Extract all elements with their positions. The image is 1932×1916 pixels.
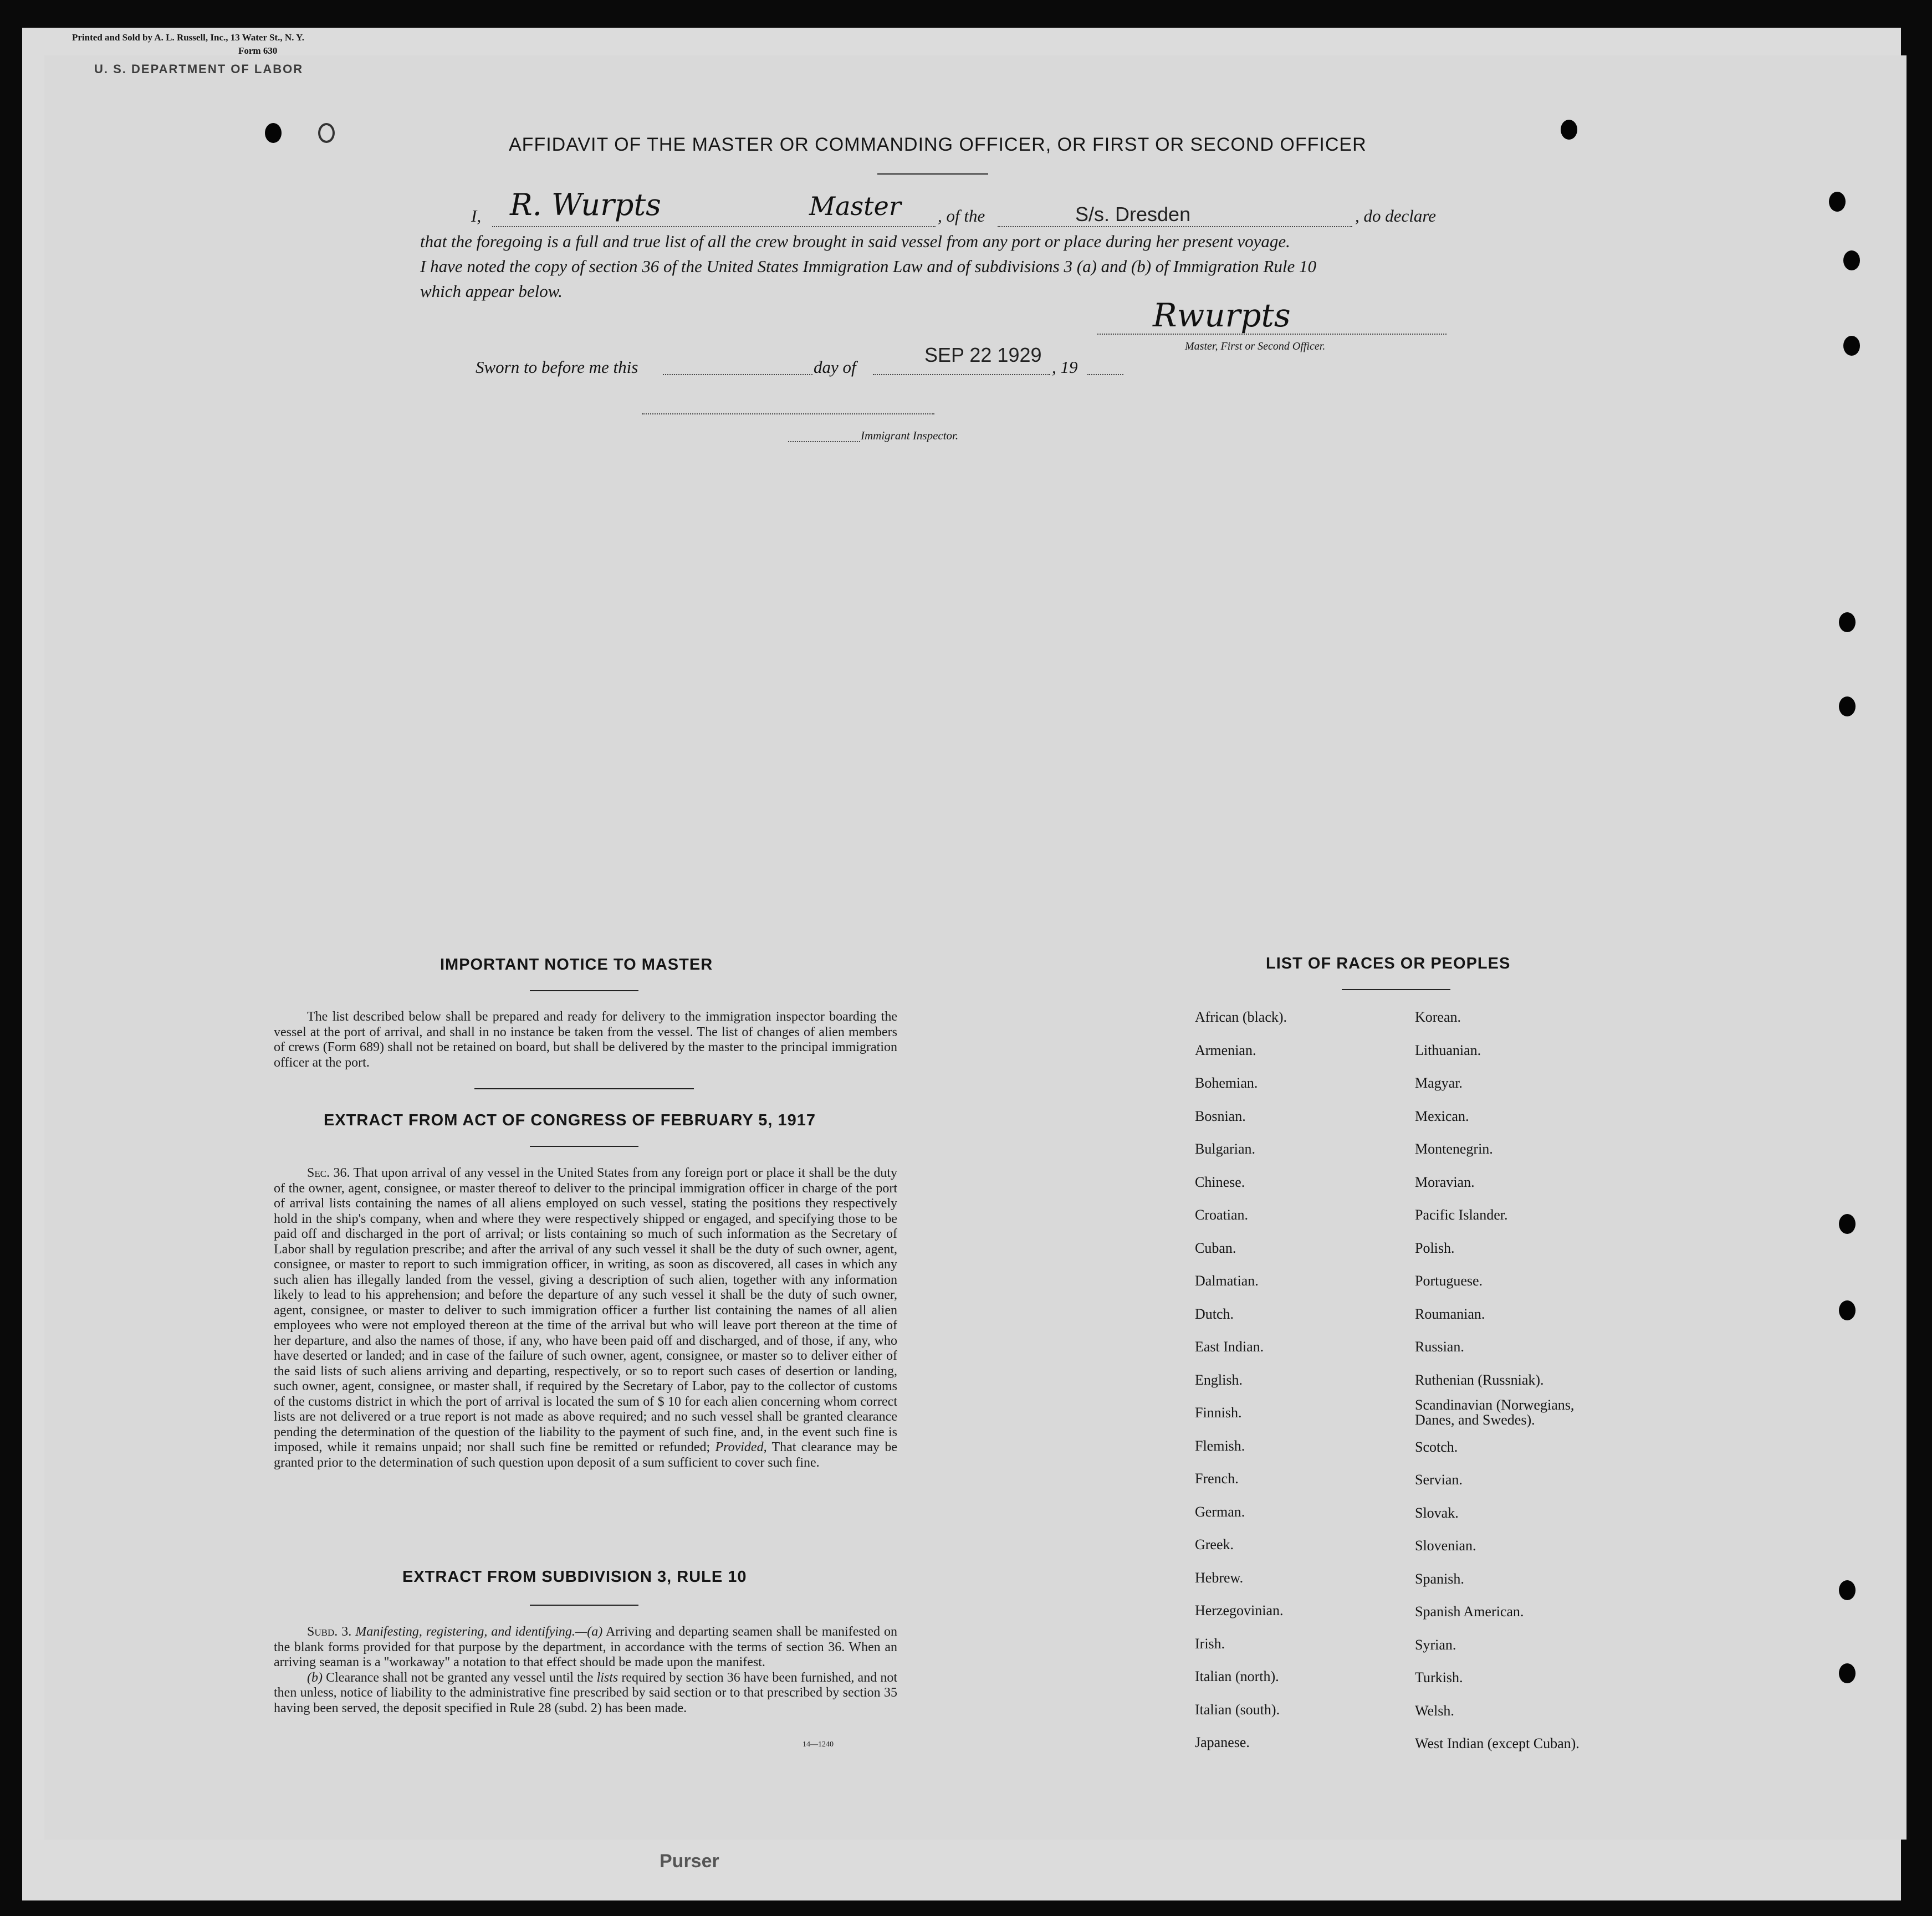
punch-hole-icon [1843,336,1860,356]
race-item: Italian (north). [1195,1668,1279,1684]
rule-extract-title: EXTRACT FROM SUBDIVISION 3, RULE 10 [402,1568,747,1586]
race-item: French. [1195,1471,1239,1487]
race-item: Armenian. [1195,1042,1256,1058]
race-item: Bosnian. [1195,1108,1246,1124]
race-item: Polish. [1415,1239,1455,1256]
punch-hole-icon [1839,612,1856,632]
punch-hole-icon [1829,192,1846,212]
lists-word: lists [596,1670,619,1685]
race-item: Welsh. [1415,1702,1454,1719]
race-item: East Indian. [1195,1339,1264,1355]
race-item: Dalmatian. [1195,1273,1259,1289]
act-text-a: That upon arrival of any vessel in the United States from any foreign port or place it shall be the duty of the owner, agent, consignee, or master thereof to deliver to the principal immigration officer in charge of the port of arrival lists containing the names of all aliens employed on such vessel, stating the positions they respectively hold in the ship's company, when and where they were respectively shipped or engaged, and specifying those to be paid off and discharged in the port of arrival; or lists containing so much of such information as the Secretary of Labor shall by regulation prescribe; and after the arrival of any such vessel it shall be the duty of such owner, agent, consignee, or master to report to such immigration officer, in writing, as soon as discovered, all cases in which any such alien has illegally landed from the vessel, giving a description of such alien, together with any information likely to lead to his apprehension; and before the departure of any such vessel it shall be the duty of such owner, agent, consignee, or master to deliver to such immigration officer a further list containing the names of all alien employees who were not employed thereon at the time of the arrival but who will leave port thereon at the time of her departure, and also the names of those, if any, who have been paid off and discharged, and of those, if any, who have deserted or landed; and in case of the failure of such owner, agent, consignee, or master so to deliver either of the said lists of such aliens arriving and departing, respectively, or so to report such cases of desertion or landing, such owner, agent, consignee, or master shall, if required by the Secretary of Labor, pay to the collector of customs of the customs district in which the port of arrival is located the sum of $ 10 for each alien concerning whom correct lists are not delivered or a true report is not made as above required; and no such vessel shall be granted clearance pending the determination of the question of the liability to the payment of such fine, and, in the event such fine is imposed, while it remains unpaid; nor shall such fine be remitted or refunded; [274,1166,898,1454]
races-title: LIST OF RACES OR PEOPLES [1266,955,1511,972]
race-item: Lithuanian. [1415,1042,1481,1058]
race-item: Greek. [1195,1536,1234,1553]
race-item: Servian. [1415,1472,1463,1488]
punch-hole-icon [1839,696,1856,716]
name-field-line [492,226,936,227]
inspector-signature-line [642,413,934,414]
punch-hole-icon [318,123,335,143]
race-item: Portuguese. [1415,1273,1483,1289]
rule-text-b2: required by section 36 have been furnished, and not then unless, notice of liability to the administrative fine prescribed by said section or to that prescribed by section 35 having been served, the deposit specified in Rule 28 (subd. 2) has been made. [274,1670,898,1715]
notice-underline [530,990,638,991]
signature-caption: Master, First or Second Officer. [1185,340,1326,352]
b-label: (b) [307,1670,323,1685]
race-item: Korean. [1415,1009,1461,1025]
affidavit-title: AFFIDAVIT OF THE MASTER OR COMMANDING OFFICER, OR FIRST OR SECOND OFFICER [509,134,1367,155]
notice-paragraph [274,1010,897,1070]
sworn-month-line [873,374,1050,375]
race-item: Croatian. [1195,1207,1249,1223]
race-item: West Indian (except Cuban). [1415,1735,1580,1751]
race-item: Spanish. [1415,1570,1464,1587]
rule-extract-paragraph [274,1625,897,1716]
punch-hole-icon [1839,1300,1856,1320]
act-extract-underline [530,1146,638,1147]
year-field-line [1087,374,1123,375]
year-prefix-label: , 19 [1052,357,1078,377]
race-item: Scotch. [1415,1438,1458,1455]
race-item: Moravian. [1415,1174,1475,1190]
affidavit-line-2: that the foregoing is a full and true list of all the crew brought in said vessel from any port or place during her present voyage. [420,232,1290,251]
date-stamp: SEP 22 1929 [924,344,1042,366]
race-item: Italian (south). [1195,1701,1280,1718]
race-item: Dutch. [1195,1305,1234,1322]
race-item: Slovenian. [1415,1538,1476,1554]
subd-title: Manifesting, registering, and identifying.—(a) [355,1625,603,1639]
punch-hole-icon [1843,250,1860,270]
race-item: Bohemian. [1195,1075,1258,1091]
race-item: Finnish. [1195,1405,1242,1421]
act-text-b: That clearance may be granted prior to the determination of such question upon deposit of a sum sufficient to cover such fine. [274,1440,898,1470]
department-label: U. S. DEPARTMENT OF LABOR [94,62,304,76]
race-item: Ruthenian (Russniak). [1415,1371,1544,1388]
races-column-1 [1195,1001,1287,1759]
sworn-day-line [663,374,812,375]
race-item: Russian. [1415,1339,1464,1355]
vessel-name-stamp: S/s. Dresden [1075,203,1191,226]
punch-hole-icon [1839,1663,1856,1683]
race-item: German. [1195,1503,1245,1520]
race-item: Cuban. [1195,1239,1236,1256]
race-item: Slovak. [1415,1504,1459,1521]
purser-fragment: Purser [660,1851,719,1872]
title-underline [877,173,988,175]
race-item: Mexican. [1415,1108,1469,1124]
race-item: Japanese. [1195,1734,1250,1750]
race-item: Hebrew. [1195,1569,1244,1586]
document-sheet [44,55,1907,1840]
act-extract-title: EXTRACT FROM ACT OF CONGRESS OF FEBRUARY 5, 1917 [324,1111,816,1129]
provided-word: Provided, [715,1440,767,1454]
rule-extract-underline [530,1605,638,1606]
race-item: Chinese. [1195,1174,1245,1190]
race-item: Scandinavian (Norwegians, Danes, and Swedes). [1415,1397,1575,1428]
punch-hole-icon [265,123,282,143]
race-item: Roumanian. [1415,1305,1485,1322]
do-declare-label: , do declare [1355,206,1437,226]
vessel-field-line [998,226,1352,227]
races-column-2 [1415,1001,1614,1760]
punch-hole-icon [1839,1580,1856,1600]
master-name-handwritten: R. Wurpts [510,187,661,222]
section-label: Sec. 36. [307,1166,350,1180]
act-extract-paragraph [274,1166,897,1471]
race-item: Flemish. [1195,1437,1245,1454]
master-rank-handwritten: Master [809,191,901,221]
race-item: Spanish American. [1415,1604,1524,1620]
form-number-bottom: 14—1240 [803,1740,834,1749]
race-item: Montenegrin. [1415,1141,1493,1157]
race-item: Irish. [1195,1635,1225,1652]
inspector-caption: Immigrant Inspector. [861,429,959,442]
rule-text-b1: Clearance shall not be granted any vessel until the [326,1670,594,1685]
of-the-label: , of the [938,206,985,226]
printer-line: Printed and Sold by A. L. Russell, Inc., 13 Water St., N. Y. [72,32,304,43]
form-number-top: Form 630 [238,45,278,56]
subd-label: Subd. 3. [307,1625,352,1639]
officer-signature: Rwurpts [1153,296,1291,334]
inspector-caption-line [788,441,860,442]
notice-text: The list described below shall be prepared and ready for delivery to the immigration inspector boarding the vessel at the port of arrival, and shall in no instance be taken from the vessel. The list of changes of alien members of crews (Form 689) shall not be retained on board, but shall be delivered by the master to the principal immigration officer at the port. [274,1010,897,1070]
race-item: Magyar. [1415,1075,1463,1091]
races-underline [1342,989,1450,990]
race-item: Syrian. [1415,1636,1456,1653]
punch-hole-icon [1839,1214,1856,1234]
affidavit-line-4: which appear below. [420,281,563,301]
rule-text-a: Arriving and departing seamen shall be manifested on the blank forms provided for that purpose by the department, in accordance with the terms of section 36. When an arriving seaman is a "workaway" a notation to that effect should be made upon the manifest. [274,1625,898,1669]
affidavit-line-3: I have noted the copy of section 36 of the United States Immigration Law and of subdivisions 3 (a) and (b) of Immigration Rule 10 [420,257,1316,276]
affidavit-i-label: I, [471,206,482,226]
race-item: Turkish. [1415,1669,1463,1686]
notice-title: IMPORTANT NOTICE TO MASTER [440,956,713,974]
race-item: Pacific Islander. [1415,1207,1508,1223]
sworn-label: Sworn to before me this [476,357,638,377]
punch-hole-icon [1561,120,1577,140]
race-item: Bulgarian. [1195,1141,1256,1157]
section-divider [474,1088,694,1089]
race-item: African (black). [1195,1009,1287,1025]
race-item: English. [1195,1371,1243,1388]
day-of-label: day of [814,357,856,377]
race-item: Herzegovinian. [1195,1602,1284,1618]
